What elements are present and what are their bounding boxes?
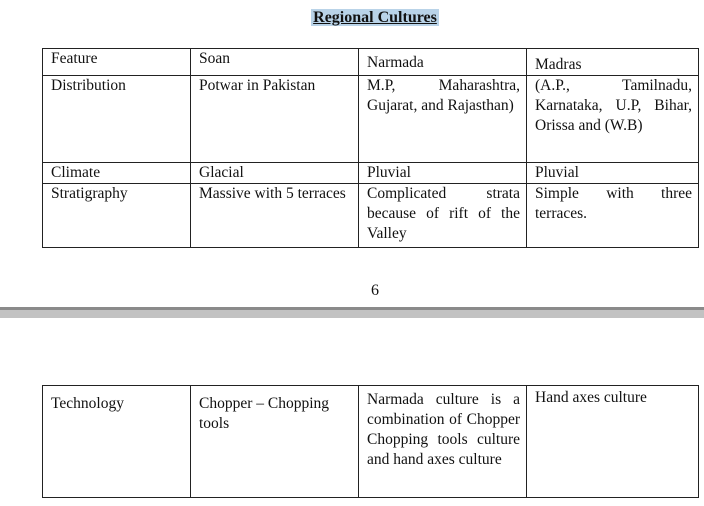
table-row [43, 386, 699, 498]
header-cell: Narmada [359, 49, 527, 76]
title-text: Regional Cultures [313, 9, 437, 26]
header-cell: Madras [527, 49, 699, 76]
table-cell: Pluvial [527, 163, 699, 184]
page-break [0, 310, 704, 318]
table-cell: Potwar in Pakistan [191, 76, 359, 163]
table-row [43, 163, 699, 184]
table-cell: Complicated strata because of rift of the Valley [359, 184, 527, 248]
header-cell: Feature [43, 49, 191, 76]
table-cell: Chopper – Chopping tools [191, 386, 359, 498]
table-cell: Massive with 5 terraces [191, 184, 359, 248]
page-number: 6 [371, 282, 379, 299]
row-label: Climate [43, 163, 191, 184]
row-label: Technology [43, 386, 191, 498]
row-label: Stratigraphy [43, 184, 191, 248]
table-header-row [43, 49, 699, 76]
regional-cultures-table [42, 48, 699, 248]
row-label: Distribution [43, 76, 191, 163]
table-cell: Glacial [191, 163, 359, 184]
table-cell: Hand axes culture [527, 386, 699, 498]
table-row [43, 76, 699, 163]
table-cell: (A.P., Tamilnadu, Karnataka, U.P, Bihar, Orissa and (W.B) [527, 76, 699, 163]
header-cell: Soan [191, 49, 359, 76]
document-title [0, 9, 704, 27]
table-cell: Pluvial [359, 163, 527, 184]
technology-table [42, 385, 699, 498]
table-row [43, 184, 699, 248]
table-cell: Narmada culture is a combination of Chopper Chopping tools culture and hand axes culture [359, 386, 527, 498]
table-cell: M.P, Maharashtra, Gujarat, and Rajasthan) [359, 76, 527, 163]
table-cell: Simple with three terraces. [527, 184, 699, 248]
